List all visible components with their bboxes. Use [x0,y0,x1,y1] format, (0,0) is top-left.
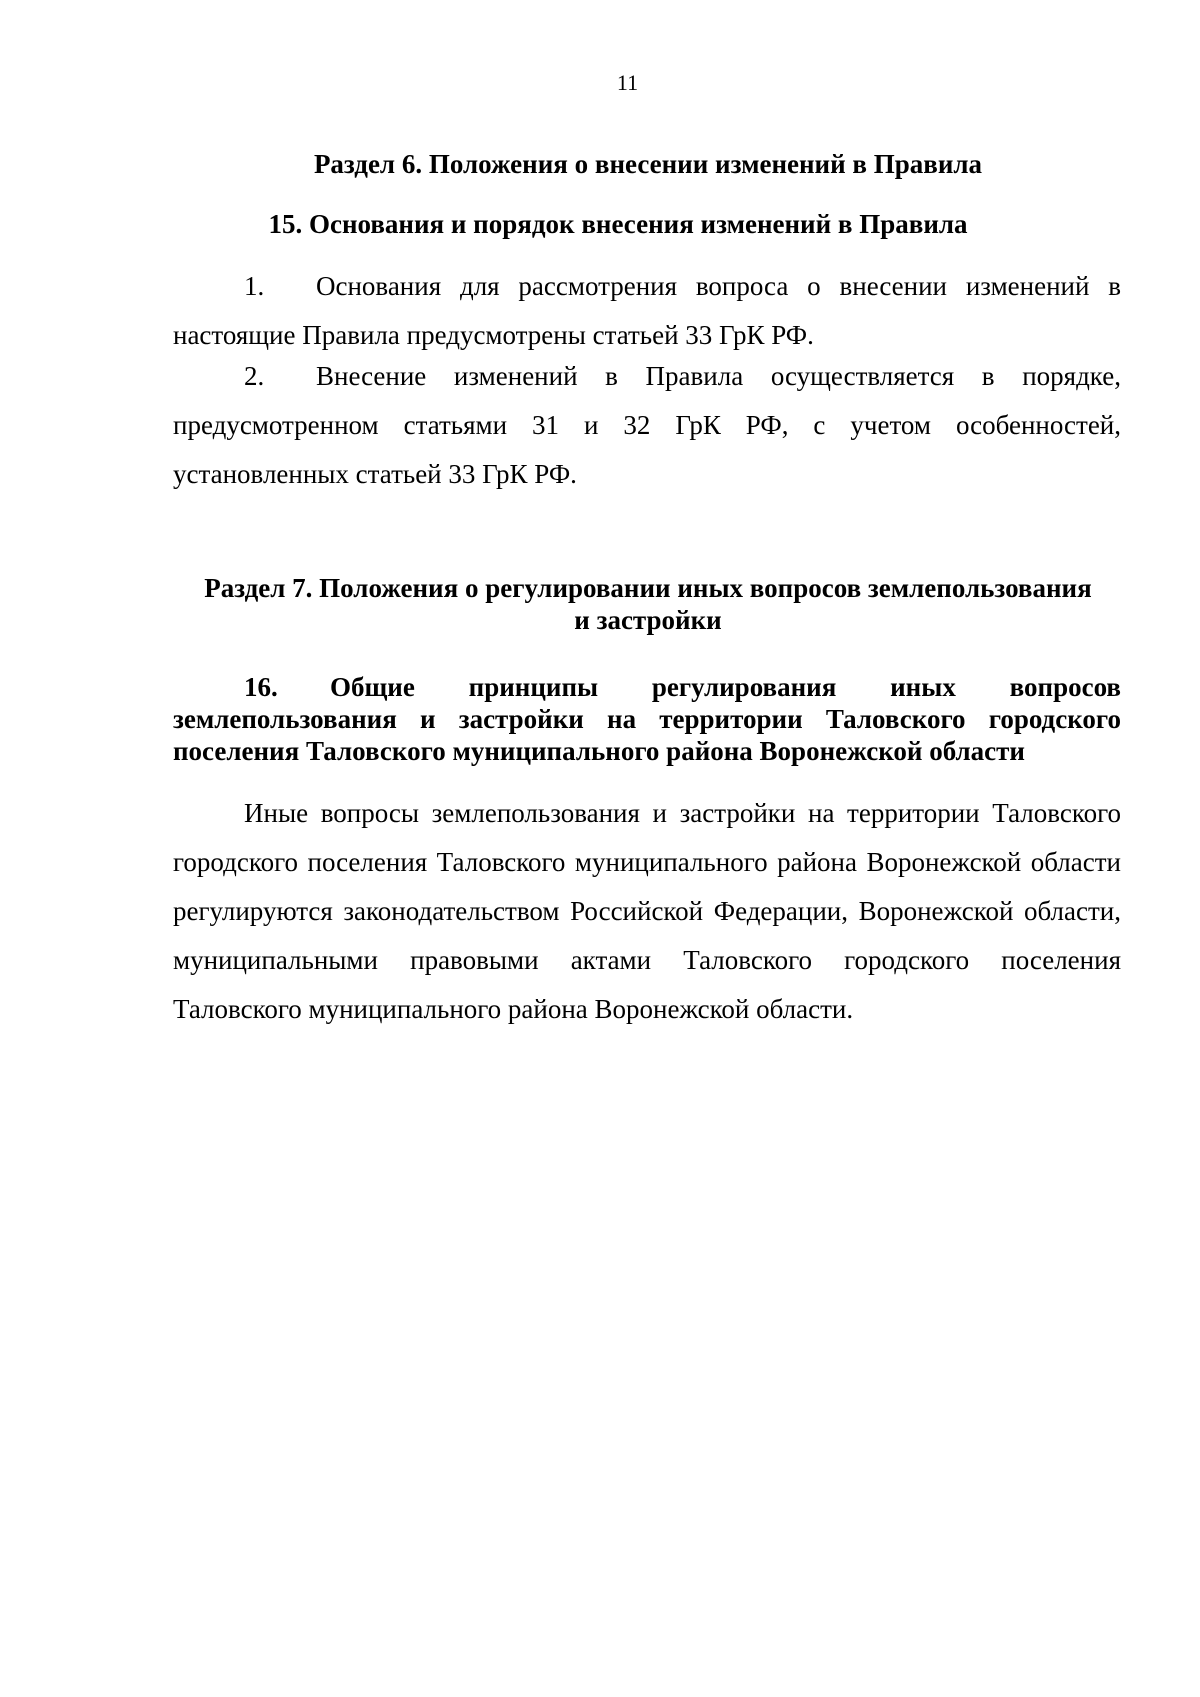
section-7-title-line-2: и застройки [574,605,722,635]
article-15-item-2 [173,352,1121,499]
article-16-title-text: Общие принципы регулирования иных вопросов землепользования и застройки на территории Таловского городского поселения Таловского муниципального района Воронежской области [173,672,1121,766]
section-7-title-line-1: Раздел 7. Положения о регулировании иных вопросов землепользования [204,573,1092,603]
page-number: 11 [616,70,639,95]
article-15-item-1 [173,262,1121,360]
article-16-text: Иные вопросы землепользования и застройки на территории Таловского городского поселения Таловского муниципального района Воронежской области регулируются законодательством Российской Федерации, Воронежской области, муниципальными правовыми актами Таловского городского поселения Таловского муниципального района Воронежской области. [173,798,1121,1024]
section-6-title: Раздел 6. Положения о внесении изменений в Правила [313,149,983,179]
section-7-title [168,572,1128,636]
article-15-title: 15. Основания и порядок внесения изменений в Правила [268,209,968,239]
item-text: Внесение изменений в Правила осуществляется в порядке, предусмотренном статьями 31 и 32 ГрК РФ, с учетом особенностей, установленных статьей 33 ГрК РФ. [173,361,1121,489]
item-number: 1. [244,271,265,301]
item-text: Основания для рассмотрения вопроса о внесении изменений в настоящие Правила предусмотрены статьей 33 ГрК РФ. [173,271,1121,350]
article-16-title [173,671,1121,767]
item-number: 2. [244,361,265,391]
article-number: 16. [244,672,278,702]
